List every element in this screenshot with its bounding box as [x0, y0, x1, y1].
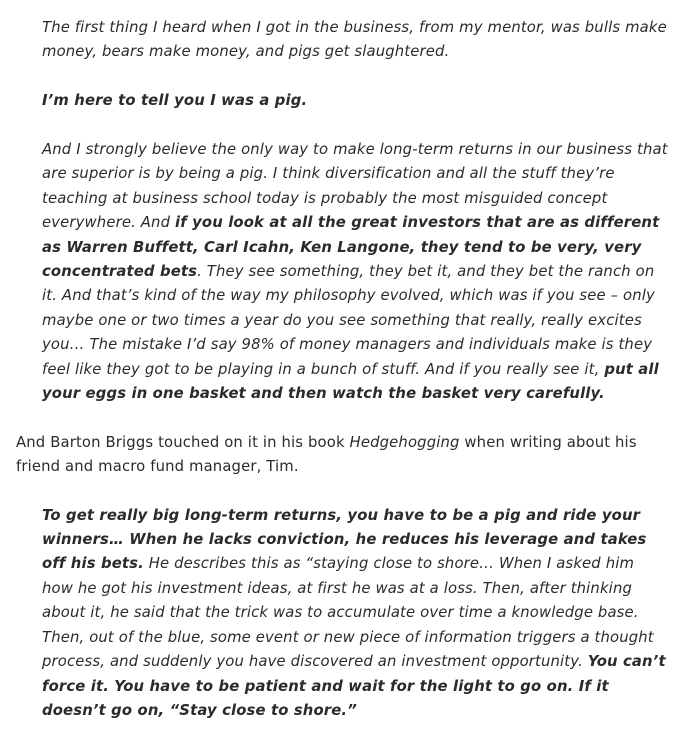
quote-paragraph-3	[42, 138, 669, 406]
quote-paragraph	[42, 504, 669, 724]
blockquote-mentor	[42, 16, 669, 406]
body-text: when writing about his friend and macro fund manager, Tim.	[16, 433, 637, 476]
quote-bold-text: put all your eggs in one basket and then watch the basket very carefully.	[42, 360, 659, 403]
quote-text: He describes this as “staying close to shore… When I asked him how he got his investment ideas, at first he was at a loss. Then, after thinking about it, he said that the trick was to accumulate over time a knowledge base. Then, out of the blue, some event or new piece of information triggers a thought process, and suddenly you have discovered an investment opportunity.	[42, 555, 654, 671]
quote-bold-text: You can’t force it. You have to be patient and wait for the light to go on. If it doesn’t go on, “Stay close to shore.”	[42, 653, 666, 719]
quote-bold-text: if you look at all the great investors that are as different as Warren Buffett, Carl Icahn, Ken Langone, they tend to be very, very concentrated bets	[42, 214, 660, 281]
quote-paragraph-2	[42, 89, 669, 113]
quote-text: And I strongly believe the only way to make long-term returns in our business that are superior is by being a pig. I think diversification and all the stuff they’re teaching at business school today is probably the most misguided concept everywhere. And	[42, 141, 668, 232]
quote-bold-pig: I’m here to tell you I was a pig.	[42, 92, 308, 110]
quote-paragraph-1: The first thing I heard when I got in the business, from my mentor, was bulls make money, bears make money, and pigs get slaughtered.	[42, 19, 667, 61]
body-paragraph	[16, 431, 669, 480]
book-title: Hedgehogging	[349, 433, 460, 451]
quote-text: . They see something, they bet it, and they bet the ranch on it. And that’s kind of the way my philosophy evolved, which was if you see – only maybe one or two times a year do you see something that really, really excites you… The mistake I’d say 98% of money managers and individuals make is they feel like they got to be playing in a bunch of stuff. And if you really see it,	[42, 263, 655, 378]
body-text: And Barton Briggs touched on it in his book	[16, 433, 350, 451]
quote-bold-text: To get really big long-term returns, you have to be a pig and ride your winners… When he lacks conviction, he reduces his leverage and takes off his bets.	[42, 506, 647, 573]
blockquote-briggs	[42, 504, 669, 724]
